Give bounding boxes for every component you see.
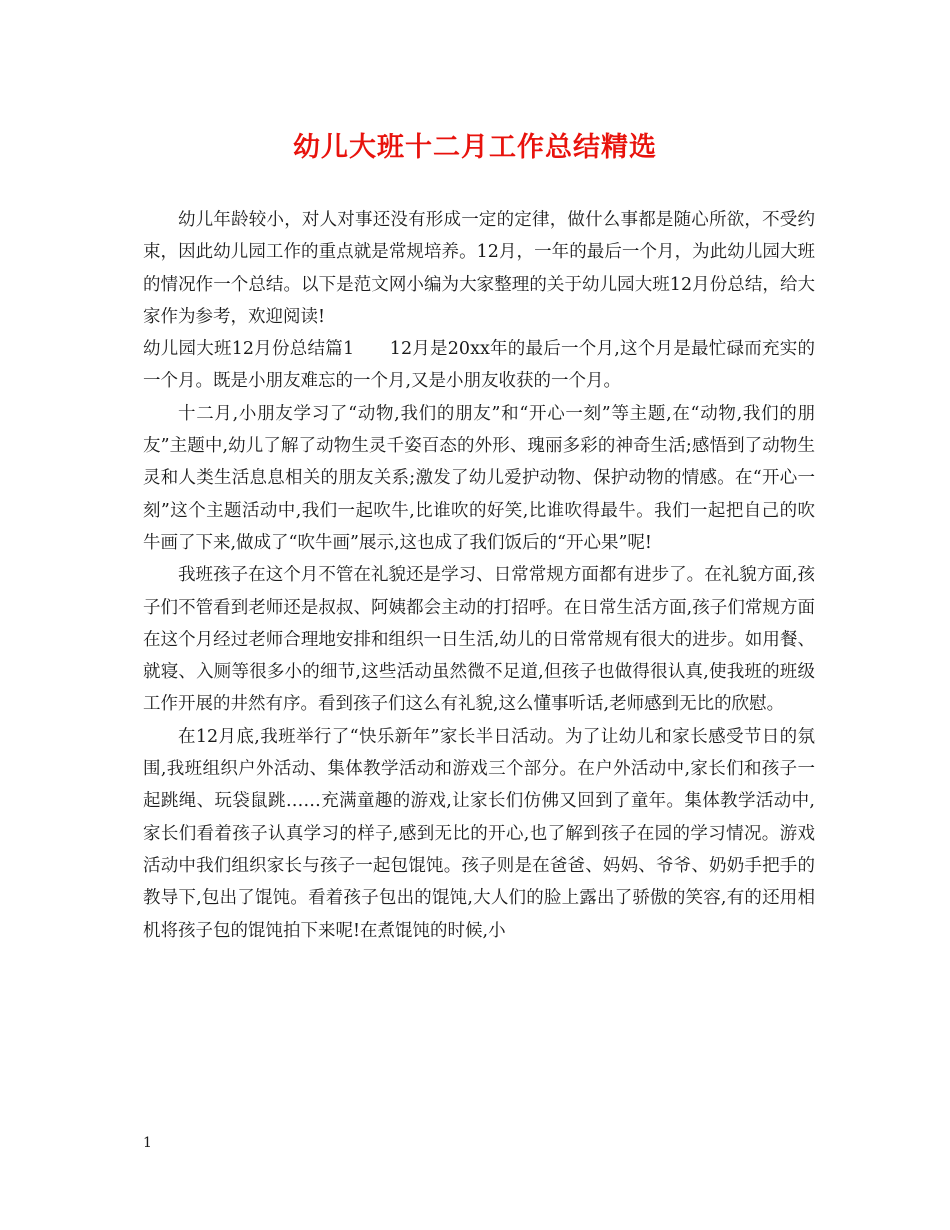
page-number: 1 (143, 1135, 152, 1151)
paragraph-themes: 十二月,小朋友学习了“动物,我们的朋友”和“开心一刻”等主题,在“动物,我们的朋友”主题中,幼儿了解了动物生灵千姿百态的外形、瑰丽多彩的神奇生活;感悟到了动物生灵和人类生活息息相关的朋友关系;激发了幼儿爱护动物、保护动物的情感。在“开心一刻”这个主题活动中,我们一起吹牛,比谁吹的好笑,比谁吹得最牛。我们一起把自己的吹牛画了下来,做成了“吹牛画”展示,这也成了我们饭后的“开心果”呢! (143, 403, 815, 553)
document-title: 幼儿大班十二月工作总结精选 (293, 132, 657, 163)
document-body (143, 204, 815, 947)
paragraph-intro: 幼儿年龄较小，对人对事还没有形成一定的定律，做什么事都是随心所欲，不受约束，因此幼儿园工作的重点就是常规培养。12月，一年的最后一个月，为此幼儿园大班的情况作一个总结。以下是范文网小编为大家整理的关于幼儿园大班12月份总结，给大家作为参考，欢迎阅读! (143, 210, 815, 327)
paragraph-section-heading: 幼儿园大班12月份总结篇1 12月是20xx年的最后一个月,这个月是最忙碌而充实的一个月。既是小朋友难忘的一个月,又是小朋友收获的一个月。 (143, 339, 815, 392)
paragraph-manners: 我班孩子在这个月不管在礼貌还是学习、日常常规方面都有进步了。在礼貌方面,孩子们不管看到老师还是叔叔、阿姨都会主动的打招呼。在日常生活方面,孩子们常规方面在这个月经过老师合理地安排和组织一日生活,幼儿的日常常规有很大的进步。如用餐、就寝、入厕等很多小的细节,这些活动虽然微不足道,但孩子也做得很认真,使我班的班级工作开展的井然有序。看到孩子们这么有礼貌,这么懂事听话,老师感到无比的欣慰。 (143, 565, 815, 715)
paragraph-new-year-activity: 在12月底,我班举行了“快乐新年”家长半日活动。为了让幼儿和家长感受节日的氛围,我班组织户外活动、集体教学活动和游戏三个部分。在户外活动中,家长们和孩子一起跳绳、玩袋鼠跳……充满童趣的游戏,让家长们仿佛又回到了童年。集体教学活动中,家长们看着孩子认真学习的样子,感到无比的开心,也了解到孩子在园的学习情况。游戏活动中我们组织家长与孩子一起包馄饨。孩子则是在爸爸、妈妈、爷爷、奶奶手把手的教导下,包出了馄饨。看着孩子包出的馄饨,大人们的脸上露出了骄傲的笑容,有的还用相机将孩子包的馄饨拍下来呢!在煮馄饨的时候,小 (143, 726, 815, 941)
